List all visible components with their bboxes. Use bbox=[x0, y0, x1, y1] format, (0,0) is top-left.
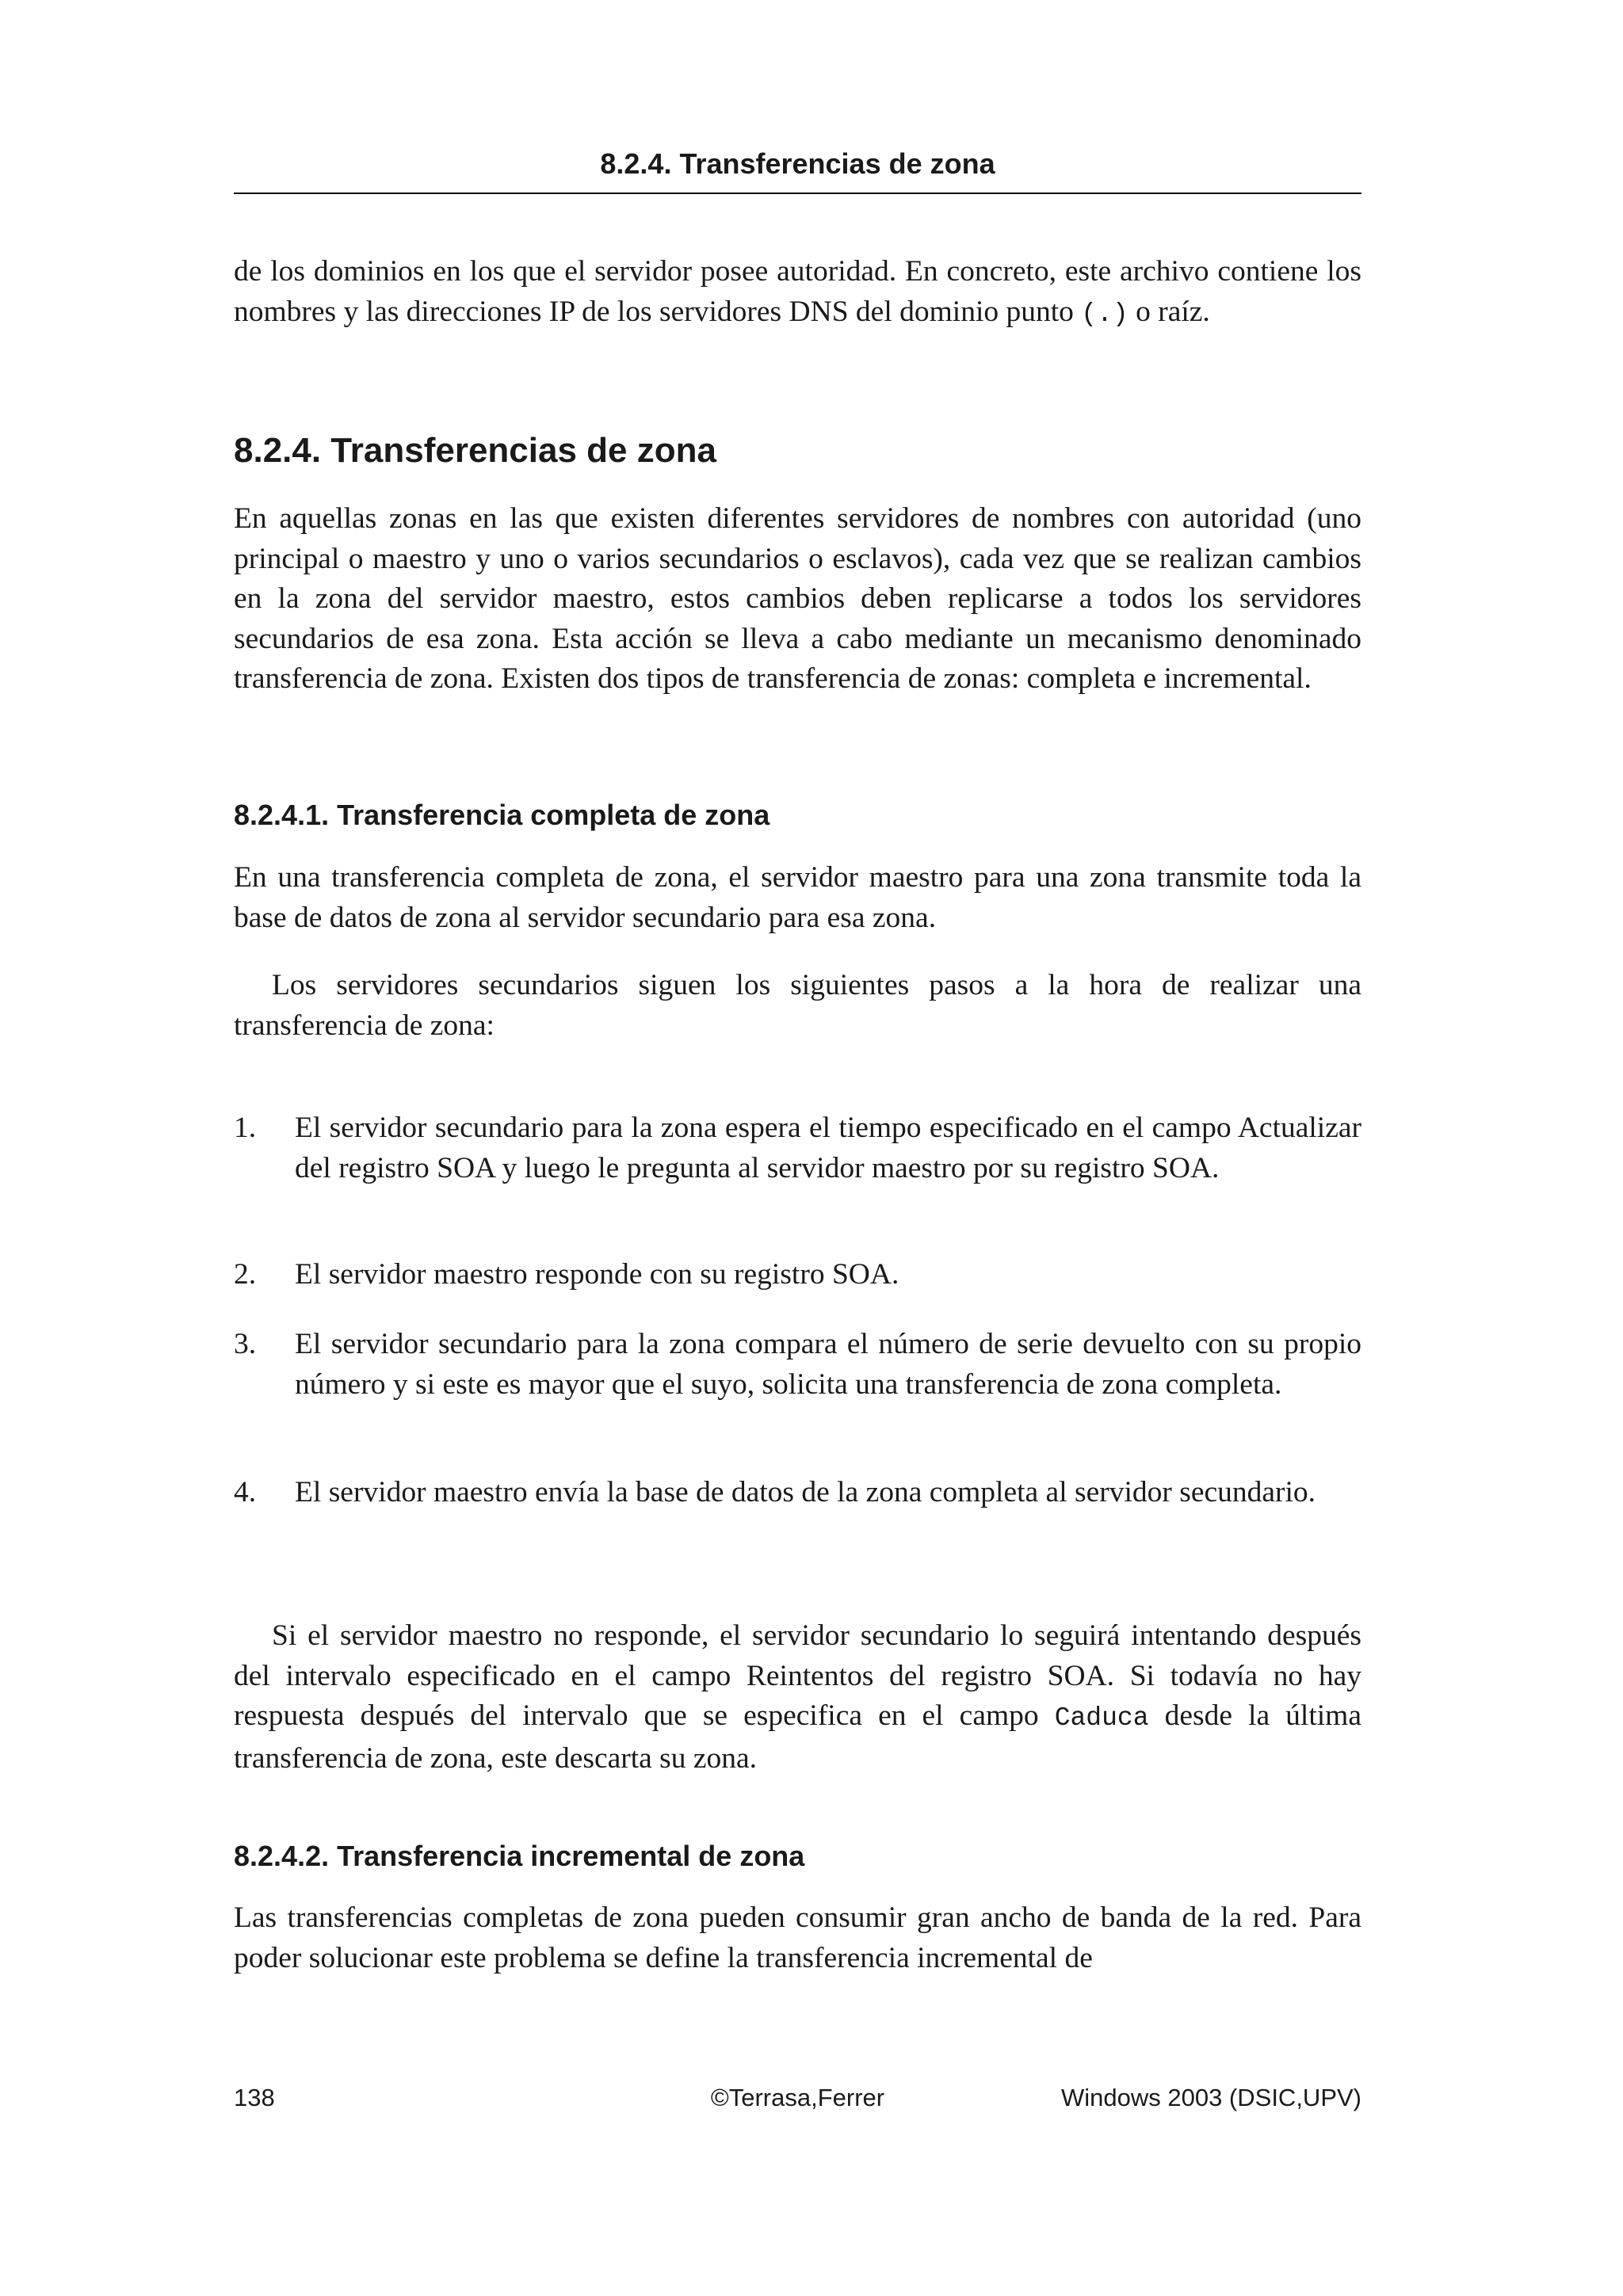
intro-text-a: de los dominios en los que el servidor posee autoridad. En concreto, este archivo contiene los nombres y las direcciones IP de los servidores DNS del dominio punto bbox=[234, 255, 1361, 328]
intro-code-root: (.) bbox=[1081, 299, 1128, 329]
footer-copyright: ©Terrasa,Ferrer bbox=[710, 2084, 885, 2111]
running-header: 8.2.4. Transferencias de zona bbox=[600, 147, 995, 180]
step-item bbox=[234, 1325, 1361, 1405]
paragraph-3-code-caduca: Caduca bbox=[1054, 1703, 1149, 1733]
step-number: 2. bbox=[234, 1258, 257, 1291]
header-rule bbox=[234, 193, 1361, 194]
step-item bbox=[234, 1255, 1361, 1295]
subsection-1-paragraph-2: Los servidores secundarios siguen los siguientes pasos a la hora de realizar una transferencia de zona: bbox=[234, 969, 1361, 1042]
subsection-1-heading: 8.2.4.1. Transferencia completa de zona bbox=[234, 799, 770, 831]
paragraph-3-text-b: desde la última transferencia de zona, este descarta su zona. bbox=[234, 1699, 1361, 1775]
section-paragraph: En aquellas zonas en las que existen diferentes servidores de nombres con autoridad (uno principal o maestro y uno o varios secundarios o esclavos), cada vez que se realizan cambios en la zona del servidor maestro, estos cambios deben replicarse a todos los servidores secundarios de esa zona. Esta acción se lleva a cabo mediante un mecanismo denominado transferencia de zona. Existen dos tipos de transferencia de zonas: completa e incremental. bbox=[234, 502, 1361, 695]
page-footer bbox=[234, 2084, 1361, 2119]
step-item bbox=[234, 1473, 1361, 1513]
subsection-2-paragraph: Las transferencias completas de zona pueden consumir gran ancho de banda de la red. Para poder solucionar este problema se define la transferencia incremental de bbox=[234, 1901, 1361, 1974]
step-number: 1. bbox=[234, 1112, 257, 1144]
step-text: El servidor maestro responde con su registro SOA. bbox=[295, 1258, 899, 1291]
subsection-1-paragraph-3 bbox=[234, 1616, 1361, 1779]
section-heading: 8.2.4. Transferencias de zona bbox=[234, 431, 716, 470]
subsection-1-paragraph-1: En una transferencia completa de zona, el servidor maestro para una zona transmite toda la base de datos de zona al servidor secundario para esa zona. bbox=[234, 861, 1361, 934]
step-number: 4. bbox=[234, 1476, 257, 1508]
step-number: 3. bbox=[234, 1328, 257, 1360]
paragraph-3-text-a: Si el servidor maestro no responde, el servidor secundario lo seguirá intentando después del intervalo especificado en el campo Reintentos del registro SOA. Si todavía no hay respuesta después del intervalo que se especifica en el campo bbox=[234, 1619, 1361, 1732]
step-text: El servidor secundario para la zona espera el tiempo especificado en el campo Actualizar del registro SOA y luego le pregunta al servidor maestro por su registro SOA. bbox=[295, 1112, 1361, 1184]
step-text: El servidor maestro envía la base de datos de la zona completa al servidor secundario. bbox=[295, 1476, 1316, 1508]
page-number: 138 bbox=[234, 2084, 275, 2111]
step-text: El servidor secundario para la zona compara el número de serie devuelto con su propio número y si este es mayor que el suyo, solicita una transferencia de zona completa. bbox=[295, 1328, 1361, 1401]
footer-book-title: Windows 2003 (DSIC,UPV) bbox=[1060, 2084, 1361, 2111]
intro-paragraph bbox=[234, 252, 1361, 334]
intro-text-b: o raíz. bbox=[1128, 295, 1210, 328]
step-item bbox=[234, 1108, 1361, 1188]
subsection-2-heading: 8.2.4.2. Transferencia incremental de zona bbox=[234, 1840, 805, 1872]
